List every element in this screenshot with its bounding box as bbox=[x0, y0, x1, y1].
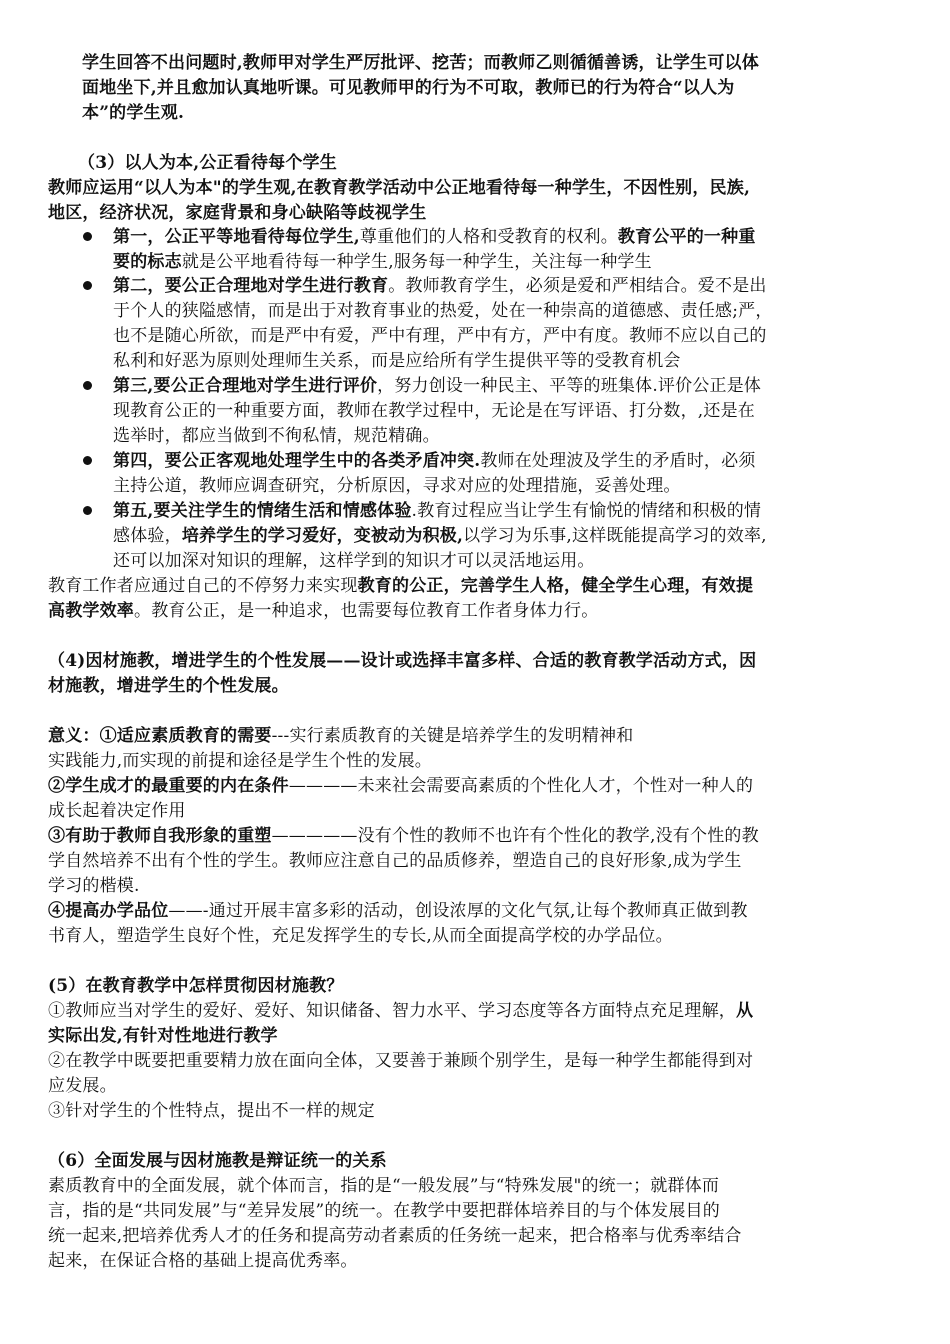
section-6-line-2: 言，指的是“共同发展”与“差异发展”的统一。在教学中要把群体培养目的与个体发展目的 bbox=[48, 1201, 720, 1221]
section-3-close-1: 教育工作者应通过自己的不停努力来实现教育的公正，完善学生人格，健全学生心理，有效提 bbox=[48, 576, 754, 596]
bullet-icon bbox=[83, 232, 92, 241]
section-6-line-4: 起来，在保证合格的基础上提高优秀率。 bbox=[48, 1251, 358, 1271]
bullet-icon bbox=[83, 281, 92, 290]
bullet-2-line-2: 于个人的狭隘感情，而是出于对教育事业的热爱，处在一种崇高的道德感、责任感;严， bbox=[113, 301, 773, 321]
meaning-3-line-1: ③有助于教师自我形象的重塑—————没有个性的教师不也许有个性化的教学,没有个性的教 bbox=[48, 826, 759, 846]
section-6-line-3: 统一起来,把培养优秀人才的任务和提高劳动者素质的任务统一起来，把合格率与优秀率结合 bbox=[48, 1226, 742, 1246]
bullet-5-line-2: 感体验，培养学生的学习爱好，变被动为积极,以学习为乐事,这样既能提高学习的效率, bbox=[113, 526, 767, 546]
section-6-heading: （6）全面发展与因材施教是辩证统一的关系 bbox=[48, 1151, 387, 1171]
section-5-point-3: ③针对学生的个性特点，提出不一样的规定 bbox=[48, 1101, 375, 1121]
intro-line-1: 学生回答不出问题时,教师甲对学生严厉批评、挖苦；而教师乙则循循善诱，让学生可以体 bbox=[82, 53, 759, 73]
meaning-4-line-2: 书育人，塑造学生良好个性，充足发挥学生的专长,从而全面提高学校的办学品位。 bbox=[48, 926, 673, 946]
section-5-point-2-line-2: 应发展。 bbox=[48, 1076, 117, 1096]
section-5-heading: (5）在教育教学中怎样贯彻因材施教？ bbox=[48, 976, 344, 996]
meaning-1-line-1: 意义：①适应素质教育的需要---实行素质教育的关键是培养学生的发明精神和 bbox=[48, 726, 634, 746]
bullet-3-line-3: 选举时，都应当做到不徇私情，规范精确。 bbox=[113, 426, 440, 446]
bullet-4-line-2: 主持公道，教师应调查研究，分析原因，寻求对应的处理措施，妥善处理。 bbox=[113, 476, 681, 496]
meaning-3-line-3: 学习的楷模. bbox=[48, 876, 140, 896]
section-3-heading: （3）以人为本,公正看待每个学生 bbox=[78, 153, 337, 173]
bullet-2-line-3: 也不是随心所欲，而是严中有爱，严中有理，严中有方，严中有度。教师不应以自己的 bbox=[113, 326, 767, 346]
bullet-3-line-1: 第三,要公正合理地对学生进行评价，努力创设一种民主、平等的班集体.评价公正是体 bbox=[113, 376, 762, 396]
bullet-2-line-1: 第二，要公正合理地对学生进行教育。教师教育学生，必须是爱和严相结合。爱不是出 bbox=[113, 276, 767, 296]
section-3-close-2: 高教学效率。教育公正，是一种追求，也需要每位教育工作者身体力行。 bbox=[48, 601, 599, 621]
meaning-2-line-1: ②学生成才的最重要的内在条件————未来社会需要高素质的个性化人才，个性对一种人的 bbox=[48, 776, 754, 796]
meaning-1-line-2: 实践能力,而实现的前提和途径是学生个性的发展。 bbox=[48, 751, 433, 771]
meaning-3-line-2: 学自然培养不出有个性的学生。教师应注意自己的品质修养，塑造自己的良好形象,成为学生 bbox=[48, 851, 742, 871]
section-3-lead-2: 地区，经济状况，家庭背景和身心缺陷等歧视学生 bbox=[48, 203, 427, 223]
section-6-line-1: 素质教育中的全面发展，就个体而言，指的是“一般发展”与“特殊发展"的统一；就群体而 bbox=[48, 1176, 720, 1196]
bullet-icon bbox=[83, 381, 92, 390]
bullet-1-line-2: 要的标志就是公平地看待每一种学生,服务每一种学生，关注每一种学生 bbox=[113, 252, 652, 272]
section-3-lead-1: 教师应运用“以人为本"的学生观,在教育教学活动中公正地看待每一种学生，不因性别，民族, bbox=[48, 178, 751, 198]
section-4-heading-1: （4)因材施教，增进学生的个性发展——设计或选择丰富多样、合适的教育教学活动方式，因 bbox=[48, 651, 757, 671]
bullet-icon bbox=[83, 456, 92, 465]
section-5-point-2-line-1: ②在教学中既要把重要精力放在面向全体，又要善于兼顾个别学生，是每一种学生都能得到对 bbox=[48, 1051, 754, 1071]
bullet-1-line-1: 第一，公正平等地看待每位学生,尊重他们的人格和受教育的权利。教育公平的一种重 bbox=[113, 227, 756, 247]
intro-line-3: 本”的学生观. bbox=[82, 103, 185, 123]
bullet-4-line-1: 第四，要公正客观地处理学生中的各类矛盾冲突.教师在处理波及学生的矛盾时，必须 bbox=[113, 451, 756, 471]
section-4-heading-2: 材施教，增进学生的个性发展。 bbox=[48, 676, 289, 696]
meaning-4-line-1: ④提高办学品位——-通过开展丰富多彩的活动，创设浓厚的文化气氛,让每个教师真正做到教 bbox=[48, 901, 748, 921]
bullet-3-line-2: 现教育公正的一种重要方面，教师在教学过程中，无论是在写评语、打分数，,还是在 bbox=[113, 401, 756, 421]
bullet-5-line-1: 第五,要关注学生的情绪生活和情感体验.教育过程应当让学生有愉悦的情绪和积极的情 bbox=[113, 501, 762, 521]
bullet-icon bbox=[83, 506, 92, 515]
intro-line-2: 面地坐下,并且愈加认真地听课。可见教师甲的行为不可取，教师已的行为符合“以人为 bbox=[82, 78, 735, 98]
bullet-5-line-3: 还可以加深对知识的理解，这样学到的知识才可以灵活地运用。 bbox=[113, 551, 595, 571]
section-5-point-1-line-1: ①教师应当对学生的爱好、爱好、知识储备、智力水平、学习态度等各方面特点充足理解，从 bbox=[48, 1001, 754, 1021]
section-5-point-1-line-2: 实际出发,有针对性地进行教学 bbox=[48, 1026, 278, 1046]
bullet-2-line-4: 私利和好恶为原则处理师生关系，而是应给所有学生提供平等的受教育机会 bbox=[113, 351, 681, 371]
meaning-2-line-2: 成长起着决定作用 bbox=[48, 801, 186, 821]
